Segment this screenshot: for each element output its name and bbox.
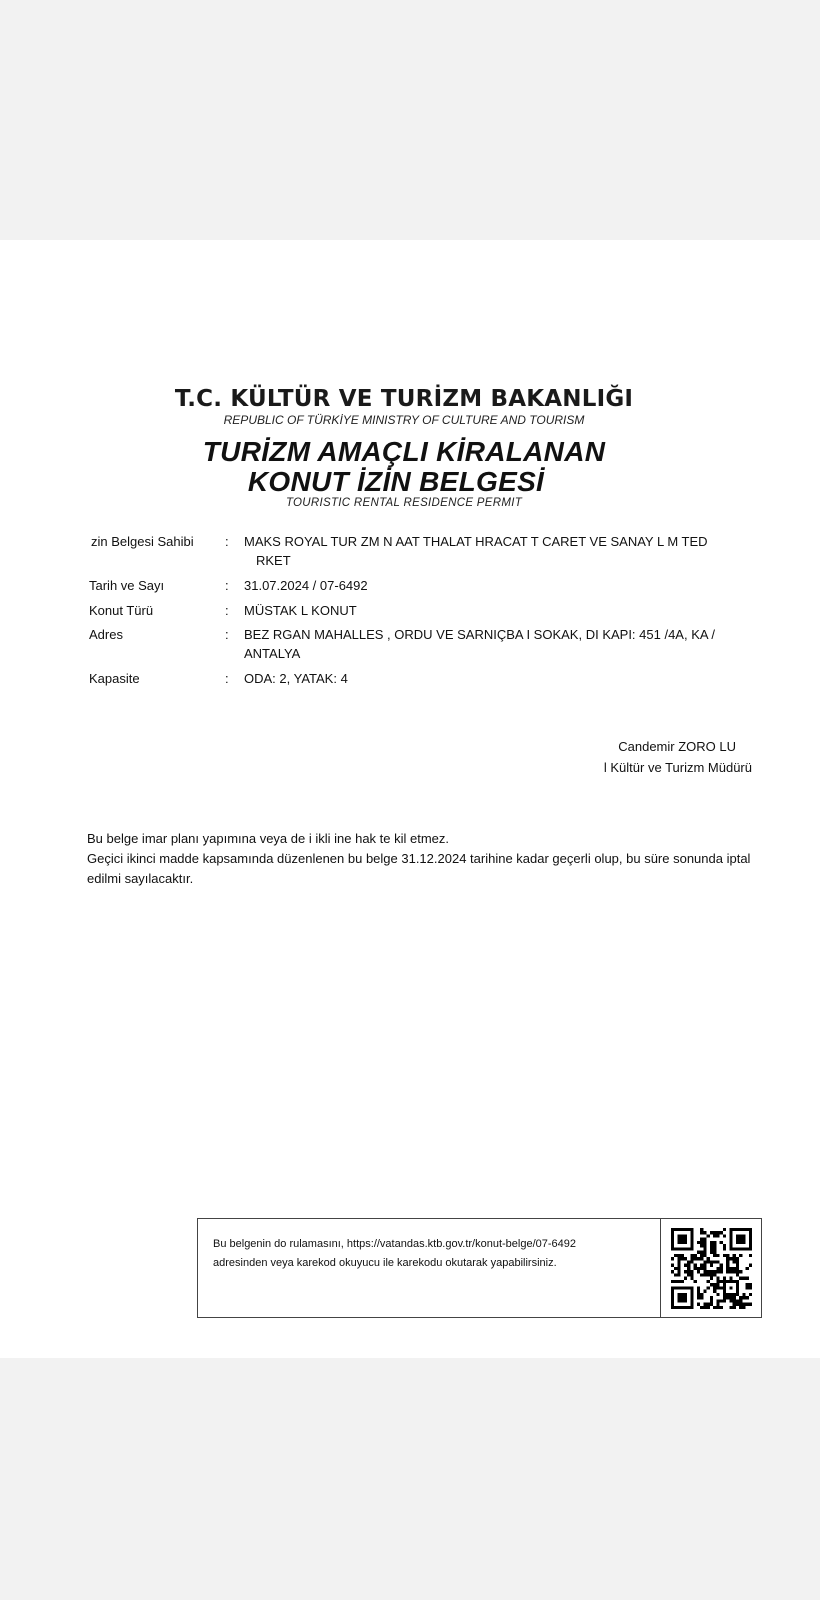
field-value: BEZ RGAN MAHALLES , ORDU VE SARNIÇBA I SOKAK, DI KAPI: 451 /4A, KA / [244,627,716,642]
field-value-continued: RKET [256,553,291,568]
signatory-name: Candemir ZORO LU [618,739,736,754]
document-title-line2: KONUT İZİN BELGESİ [247,466,545,497]
ministry-name: T.C. KÜLTÜR VE TURİZM BAKANLIĞI [174,386,634,412]
field-colon: : [225,627,229,642]
verification-line-2: adresinden veya karekod okuyucu ile karekodu okutarak yapabilirsiniz. [213,1257,557,1269]
field-label: Konut Türü [89,603,154,618]
field-colon: : [225,603,229,618]
verification-text [213,1235,633,1273]
signatory-title: l Kültür ve Turizm Müdürü [603,760,752,775]
qr-container [660,1219,761,1317]
field-label: zin Belgesi Sahibi [91,534,194,549]
legal-note-2: Geçici ikinci madde kapsamında düzenlenen bu belge 31.12.2024 tarihine kadar geçerli olup, bu süre sonunda iptal edilmi sayılacaktır. [87,851,751,886]
qr-code-icon[interactable] [671,1228,752,1309]
field-colon: : [225,534,229,549]
document-title-english: TOURISTIC RENTAL RESIDENCE PERMIT [285,497,523,509]
permit-document [0,240,820,1358]
field-label: Adres [89,627,123,642]
legal-note-1: Bu belge imar planı yapımına veya de i ikli ine hak te kil etmez. [87,831,450,846]
field-label: Kapasite [89,671,140,686]
field-label: Tarih ve Sayı [89,578,165,593]
verification-box [197,1218,762,1318]
field-colon: : [225,578,229,593]
verification-line-1: Bu belgenin do rulamasını, https://vatandas.ktb.gov.tr/konut-belge/07-6492 [213,1238,577,1250]
field-colon: : [225,671,229,686]
field-value: ODA: 2, YATAK: 4 [244,671,348,686]
ministry-name-english: REPUBLIC OF TÜRKİYE MINISTRY OF CULTURE AND TOURISM [223,413,585,427]
field-value: 31.07.2024 / 07-6492 [244,578,368,593]
document-title-line1: TURİZM AMAÇLI KİRALANAN [202,436,606,467]
field-value: MAKS ROYAL TUR ZM N AAT THALAT HRACAT T CARET VE SANAY L M TED [244,534,708,549]
field-value-continued: ANTALYA [244,646,301,661]
field-value: MÜSTAK L KONUT [244,603,357,618]
